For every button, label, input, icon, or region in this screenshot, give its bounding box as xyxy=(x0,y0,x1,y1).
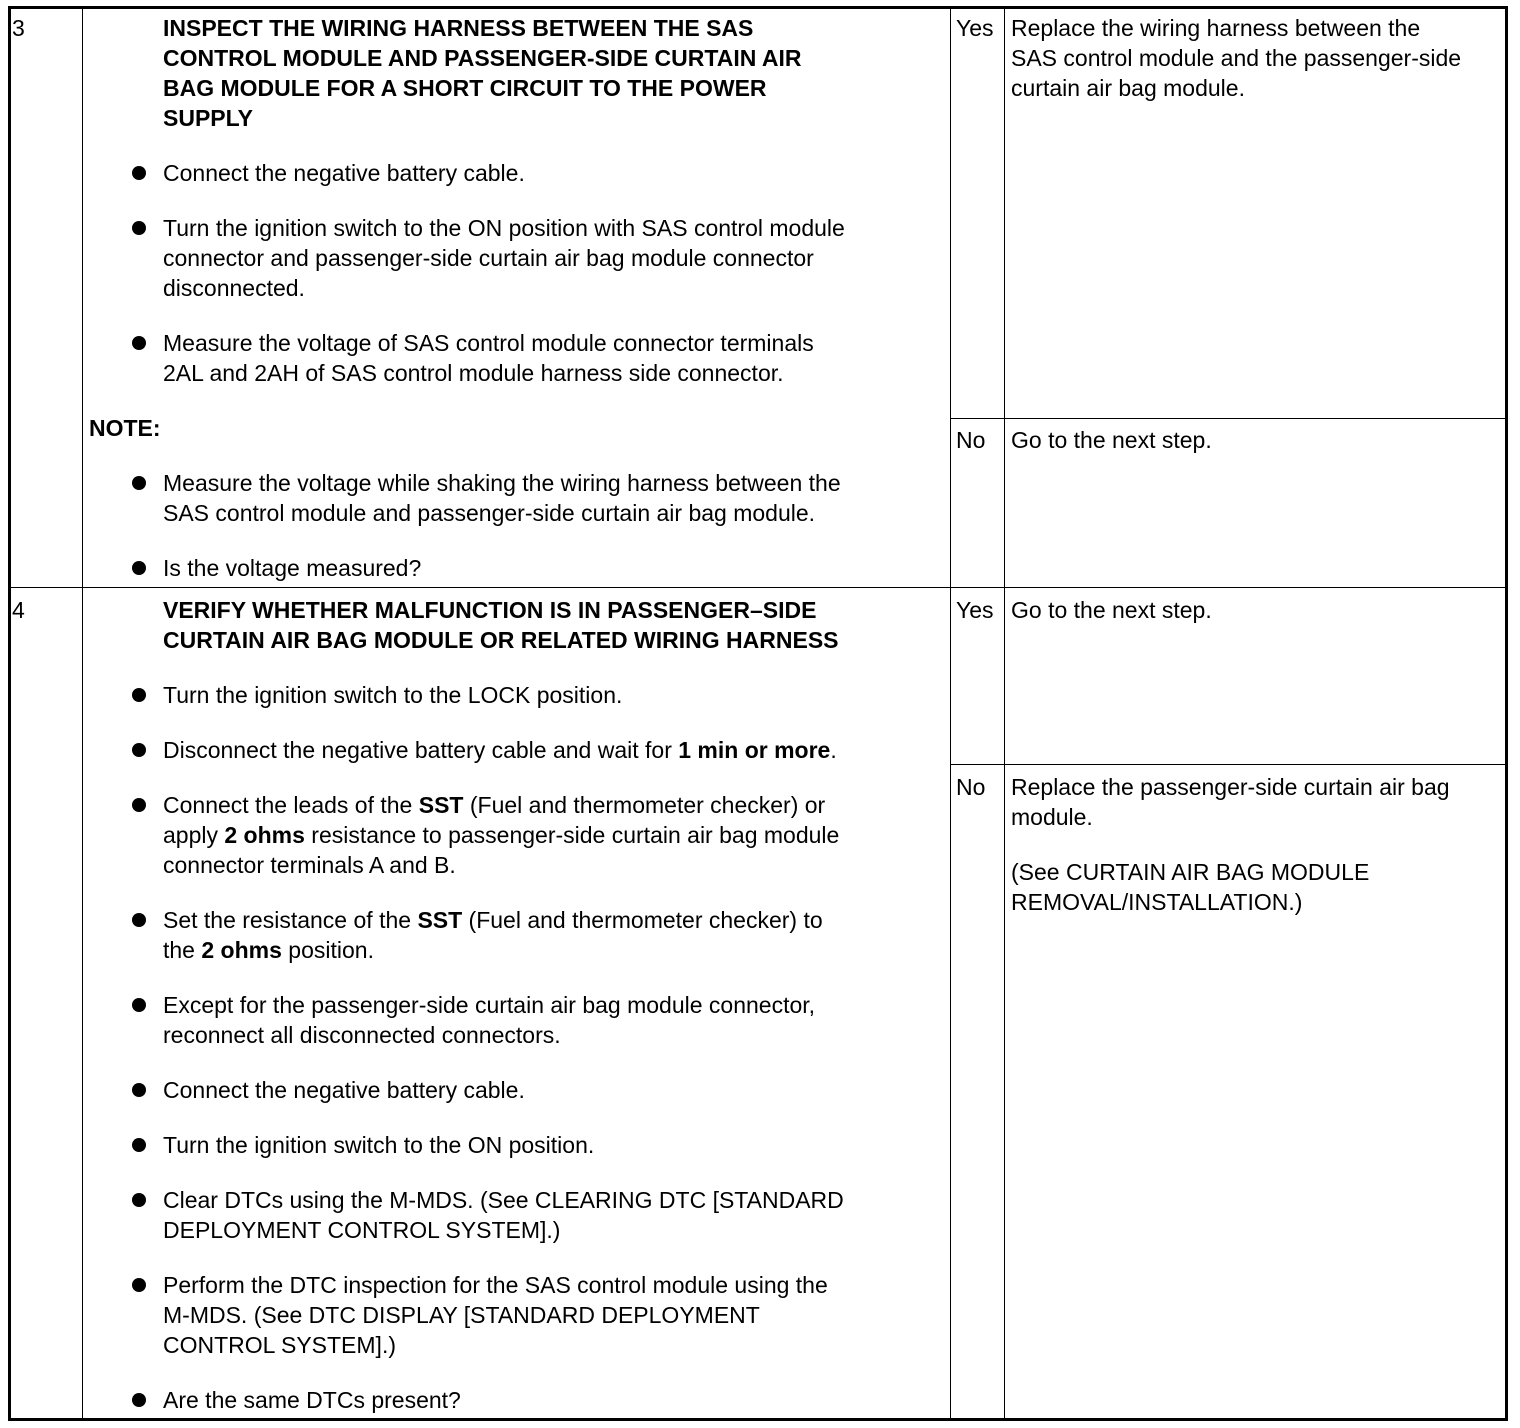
bullet-icon xyxy=(132,1278,146,1292)
bullet-icon xyxy=(132,688,146,702)
bold-value: SST xyxy=(417,907,463,933)
text-span: Connect the leads of the xyxy=(163,792,419,818)
action-text: Turn the ignition switch to the LOCK position. xyxy=(163,682,623,708)
action-text: Perform the DTC inspection for the SAS control module using the xyxy=(163,1272,828,1298)
table-border-bottom xyxy=(8,1418,1508,1421)
reference-text: REMOVAL/INSTALLATION.) xyxy=(1011,889,1303,915)
row4-yes-no-divider xyxy=(950,764,1506,765)
action-text: disconnected. xyxy=(163,275,305,301)
text-span: (Fuel and thermometer checker) to xyxy=(462,907,823,933)
result-text: Replace the wiring harness between the xyxy=(1011,15,1421,41)
action-text: Clear DTCs using the M-MDS. (See CLEARING DTC [STANDARD xyxy=(163,1187,844,1213)
result-text: module. xyxy=(1011,804,1093,830)
action-text: Connect the negative battery cable. xyxy=(163,160,525,186)
text-span: Disconnect the negative battery cable and wait for xyxy=(163,737,679,763)
result-no-action: Go to the next step. xyxy=(1011,427,1212,453)
result-no-label: No xyxy=(956,427,986,453)
bullet-icon xyxy=(132,743,146,757)
result-yes-label: Yes xyxy=(956,597,994,623)
bold-value: SST xyxy=(418,792,464,818)
action-text xyxy=(163,735,837,765)
text-span: (Fuel and thermometer checker) or xyxy=(463,792,826,818)
reference-text: (See CURTAIN AIR BAG MODULE xyxy=(1011,859,1370,885)
result-text: SAS control module and the passenger-side xyxy=(1011,45,1462,71)
action-text: reconnect all disconnected connectors. xyxy=(163,1022,561,1048)
table-border-top xyxy=(8,6,1508,9)
text-span: resistance to passenger-side curtain air bag module xyxy=(304,822,840,848)
action-text: CONTROL SYSTEM].) xyxy=(163,1332,396,1358)
action-text xyxy=(163,820,839,850)
action-text: DEPLOYMENT CONTROL SYSTEM].) xyxy=(163,1217,561,1243)
bullet-icon xyxy=(132,798,146,812)
bullet-icon xyxy=(132,1138,146,1152)
row-divider xyxy=(8,587,1508,588)
heading-line: INSPECT THE WIRING HARNESS BETWEEN THE SAS xyxy=(163,15,754,41)
result-text: Replace the passenger-side curtain air bag xyxy=(1011,774,1450,800)
row3-yes-no-divider xyxy=(950,418,1506,419)
heading-line: CURTAIN AIR BAG MODULE OR RELATED WIRING HARNESS xyxy=(163,627,839,653)
heading-line: VERIFY WHETHER MALFUNCTION IS IN PASSENGER–SIDE xyxy=(163,597,817,623)
note-text: SAS control module and passenger-side curtain air bag module. xyxy=(163,500,816,526)
result-yes-label: Yes xyxy=(956,15,994,41)
action-text: Are the same DTCs present? xyxy=(163,1387,461,1413)
action-text: connector and passenger-side curtain air bag module connector xyxy=(163,245,814,271)
result-column-divider xyxy=(1004,6,1005,1421)
result-yes-action: Go to the next step. xyxy=(1011,597,1212,623)
heading-line: CONTROL MODULE AND PASSENGER-SIDE CURTAIN AIR xyxy=(163,45,802,71)
bullet-icon xyxy=(132,1193,146,1207)
action-text: Turn the ignition switch to the ON position with SAS control module xyxy=(163,215,845,241)
action-text: 2AL and 2AH of SAS control module harness side connector. xyxy=(163,360,784,386)
step-number: 3 xyxy=(12,15,25,41)
bullet-icon xyxy=(132,336,146,350)
heading-line: BAG MODULE FOR A SHORT CIRCUIT TO THE POWER xyxy=(163,75,767,101)
result-text: curtain air bag module. xyxy=(1011,75,1245,101)
action-text: Connect the negative battery cable. xyxy=(163,1077,525,1103)
action-text: M-MDS. (See DTC DISPLAY [STANDARD DEPLOYMENT xyxy=(163,1302,760,1328)
note-text: Measure the voltage while shaking the wiring harness between the xyxy=(163,470,841,496)
bold-value: 2 ohms xyxy=(201,937,282,963)
bullet-icon xyxy=(132,476,146,490)
heading-line: SUPPLY xyxy=(163,105,253,131)
bullet-icon xyxy=(132,1083,146,1097)
text-span: position. xyxy=(281,937,374,963)
action-text: Measure the voltage of SAS control module connector terminals xyxy=(163,330,814,356)
step-number: 4 xyxy=(12,597,25,623)
step-column-divider xyxy=(82,6,83,1421)
table-border-left xyxy=(8,6,11,1421)
text-span: . xyxy=(830,737,837,763)
bold-value: 1 min or more xyxy=(678,737,831,763)
action-text: Turn the ignition switch to the ON position. xyxy=(163,1132,595,1158)
bullet-icon xyxy=(132,221,146,235)
bullet-icon xyxy=(132,998,146,1012)
bullet-icon xyxy=(132,1393,146,1407)
action-text xyxy=(163,905,823,935)
text-span: apply xyxy=(163,822,225,848)
bullet-icon xyxy=(132,166,146,180)
action-text: connector terminals A and B. xyxy=(163,852,456,878)
note-label: NOTE: xyxy=(89,415,161,441)
action-column-divider xyxy=(950,6,951,1421)
text-span: the xyxy=(163,937,202,963)
bullet-icon xyxy=(132,561,146,575)
result-no-label: No xyxy=(956,774,986,800)
action-text xyxy=(163,790,825,820)
bold-value: 2 ohms xyxy=(224,822,305,848)
text-span: Set the resistance of the xyxy=(163,907,418,933)
note-text: Is the voltage measured? xyxy=(163,555,422,581)
table-border-right xyxy=(1505,6,1508,1421)
bullet-icon xyxy=(132,913,146,927)
action-text xyxy=(163,935,374,965)
action-text: Except for the passenger-side curtain air bag module connector, xyxy=(163,992,816,1018)
